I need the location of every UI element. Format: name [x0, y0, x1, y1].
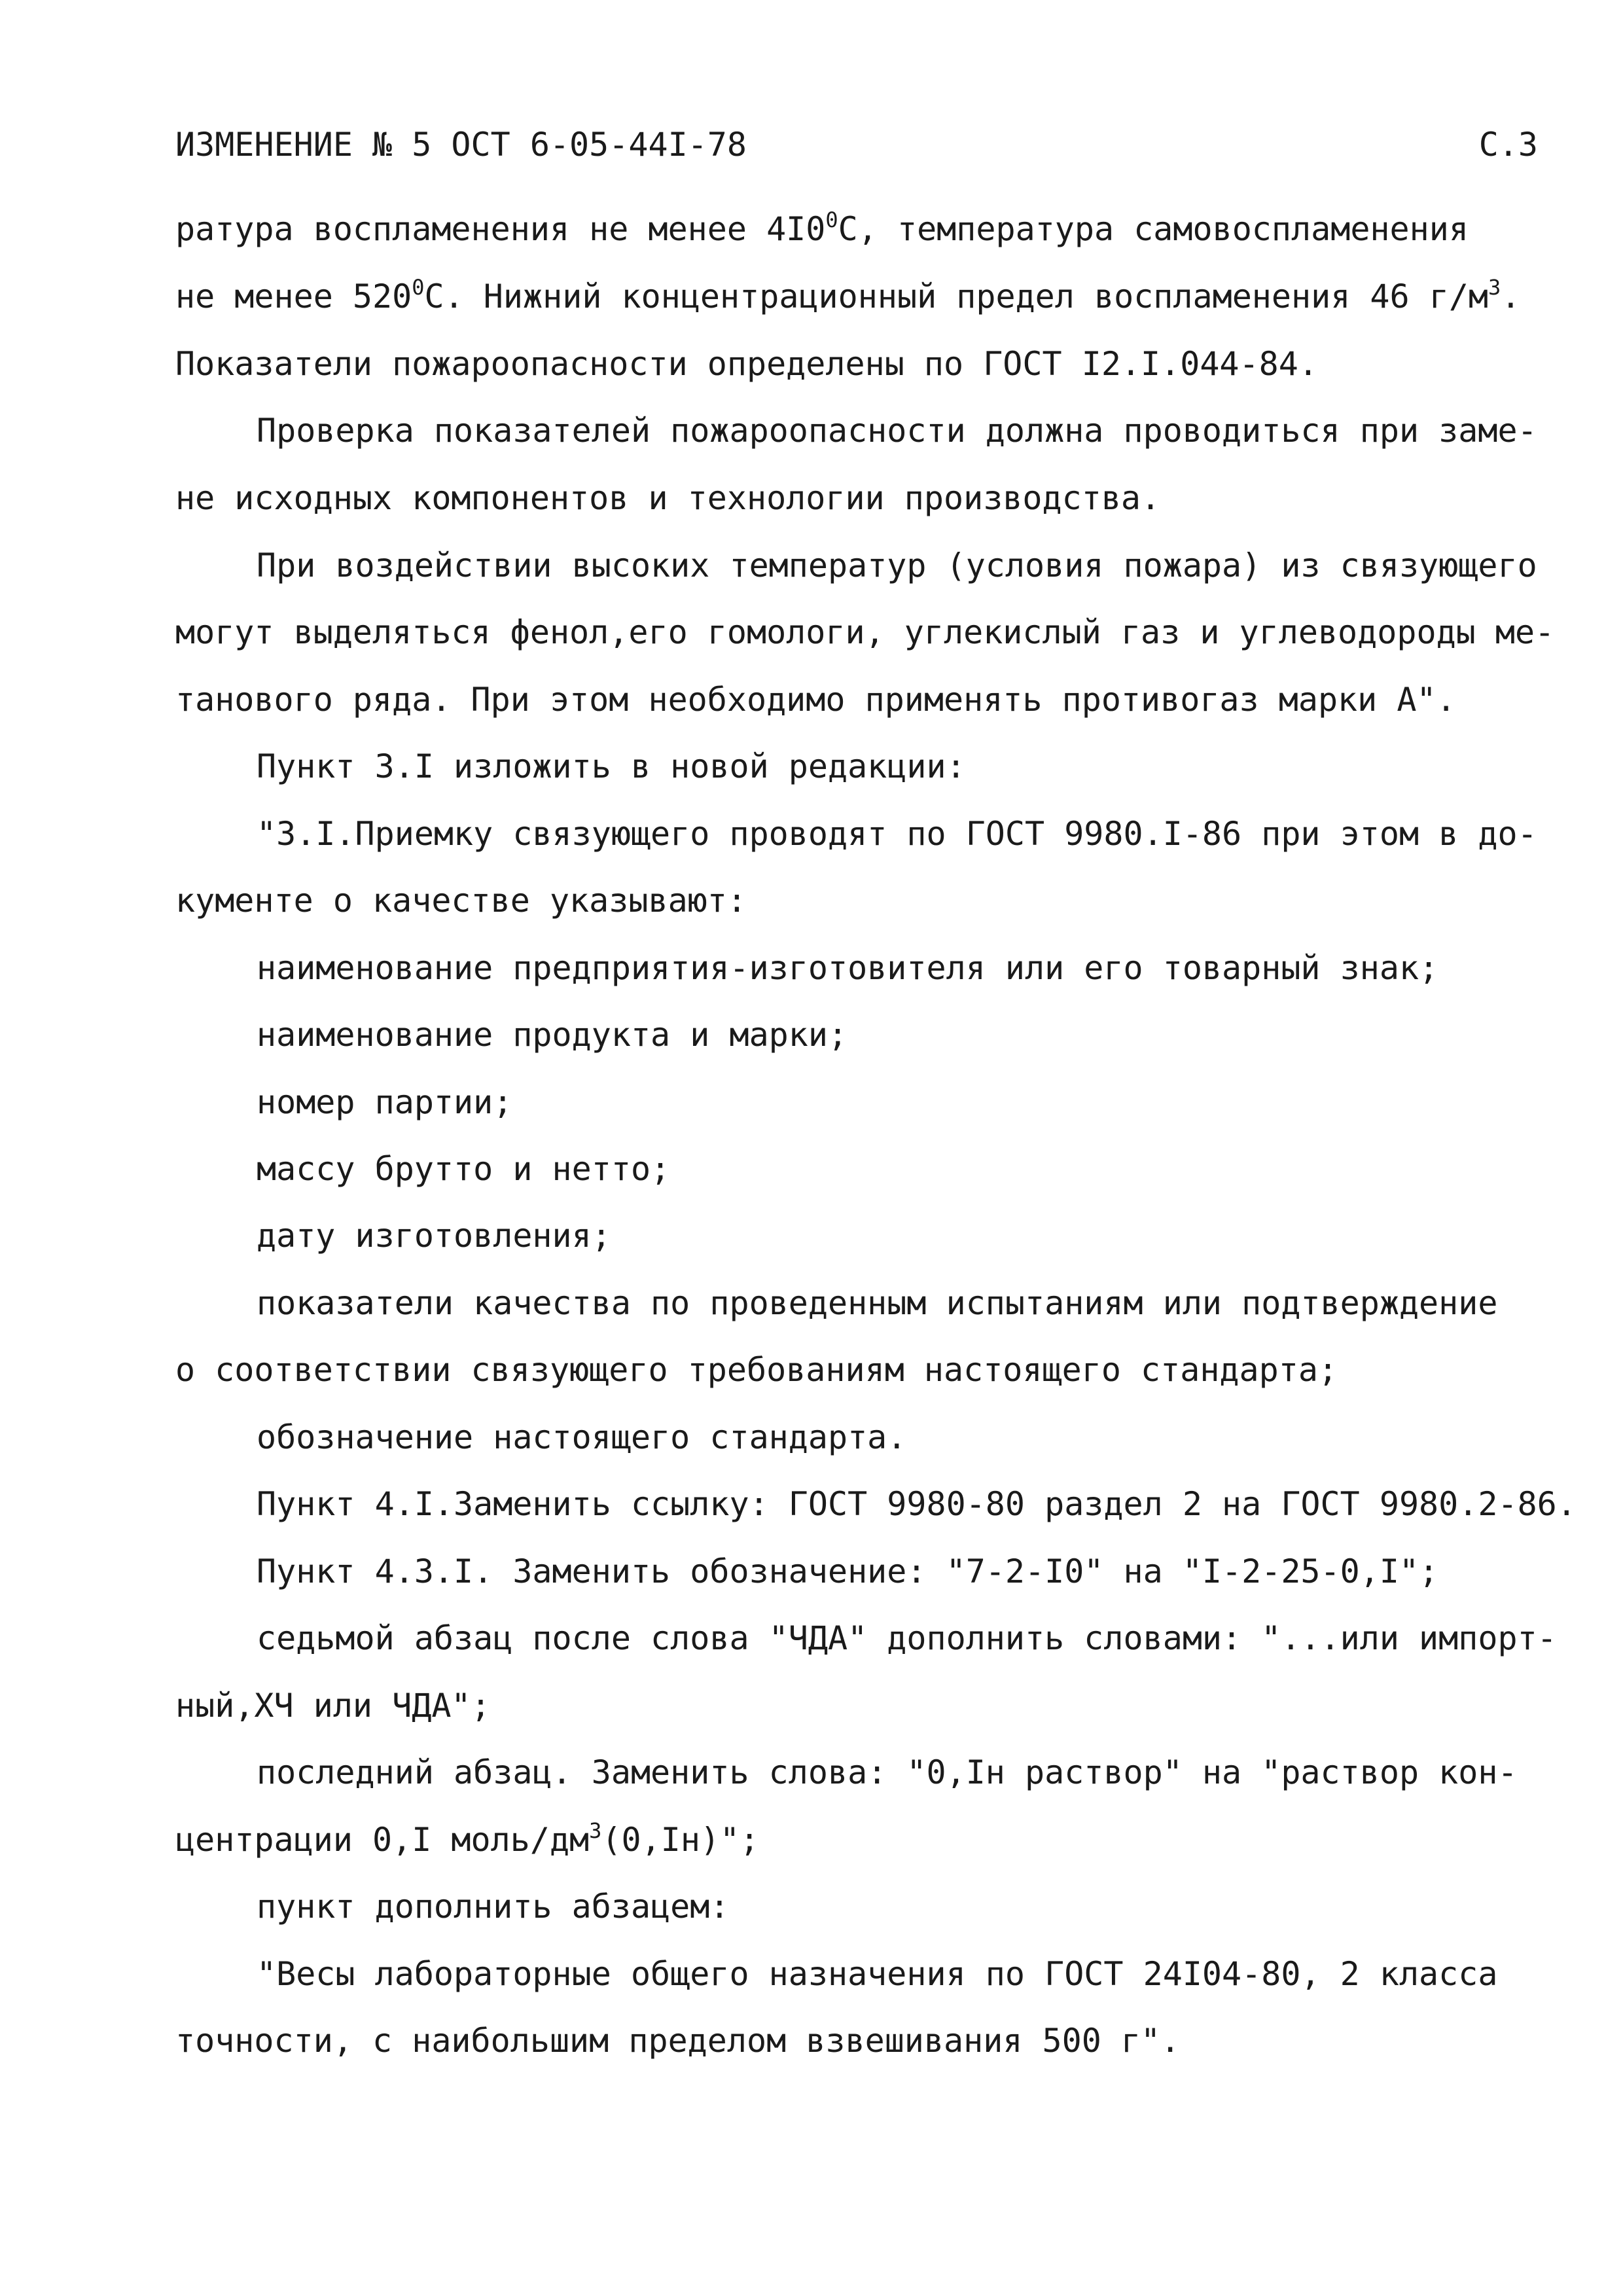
text-line: обозначение настоящего стандарта. — [257, 1418, 907, 1456]
text-line: При воздействии высоких температур (условия пожара) из связующего — [257, 547, 1537, 584]
text-line: могут выделяться фенол,его гомологи, углекислый газ и углеводороды ме- — [175, 613, 1555, 651]
text-line: номер партии; — [257, 1083, 513, 1121]
text-line: массу брутто и нетто; — [257, 1150, 671, 1188]
text-line: ратура воспламенения не менее $4I0^0C$, температура самовоспламенения — [175, 207, 1469, 248]
page-number: С.3 — [1478, 126, 1538, 164]
text-line: точности, с наибольшим пределом взвешивания 500 г". — [175, 2022, 1181, 2060]
text-line: Пункт 4.3.I. Заменить обозначение: "7-2-I0" на "I-2-25-0,I"; — [257, 1552, 1439, 1590]
page-header-title: ИЗМЕНЕНИЕ № 5 ОСТ 6-05-44I-78 — [175, 126, 747, 164]
text-line: кументе о качестве указывают: — [175, 882, 747, 920]
text-line: "3.I.Приемку связующего проводят по ГОСТ 9980.I-86 при этом в до- — [257, 815, 1537, 853]
text-line: показатели качества по проведенным испытаниям или подтверждение — [257, 1284, 1498, 1322]
text-line: не исходных компонентов и технологии производства. — [175, 479, 1161, 517]
text-line: Проверка показателей пожароопасности должна проводиться при заме- — [257, 412, 1537, 450]
text-line: о соответствии связующего требованиям настоящего стандарта; — [175, 1351, 1338, 1389]
text-line: наименование продукта и марки; — [257, 1016, 848, 1054]
text-line: "Весы лабораторные общего назначения по ГОСТ 24I04-80, 2 класса — [257, 1955, 1498, 1993]
text-line: центрации 0,I моль/$дм^3(0,Iн)$"; — [175, 1818, 760, 1859]
text-line: Показатели пожароопасности определены по ГОСТ I2.I.044-84. — [175, 345, 1318, 383]
text-line: наименование предприятия-изготовителя или его товарный знак; — [257, 949, 1439, 987]
text-line: пункт дополнить абзацем: — [257, 1888, 730, 1926]
text-line: дату изготовления; — [257, 1217, 611, 1255]
text-line: ный,ХЧ или ЧДА"; — [175, 1687, 491, 1725]
text-line: Пункт 4.I.Заменить ссылку: ГОСТ 9980-80 раздел 2 на ГОСТ 9980.2-86. — [257, 1485, 1577, 1523]
text-line: последний абзац. Заменить слова: "0,Iн раствор" на "раствор кон- — [257, 1753, 1518, 1791]
text-line: Пункт 3.I изложить в новой редакции: — [257, 747, 966, 785]
text-line: седьмой абзац после слова "ЧДА" дополнить словами: "...или импорт- — [257, 1619, 1557, 1657]
text-line: танового ряда. При этом необходимо применять противогаз марки А". — [175, 681, 1456, 719]
text-line: не менее $520^0C$. Нижний концентрационный предел воспламенения 46 $г/м^3$. — [175, 275, 1521, 315]
